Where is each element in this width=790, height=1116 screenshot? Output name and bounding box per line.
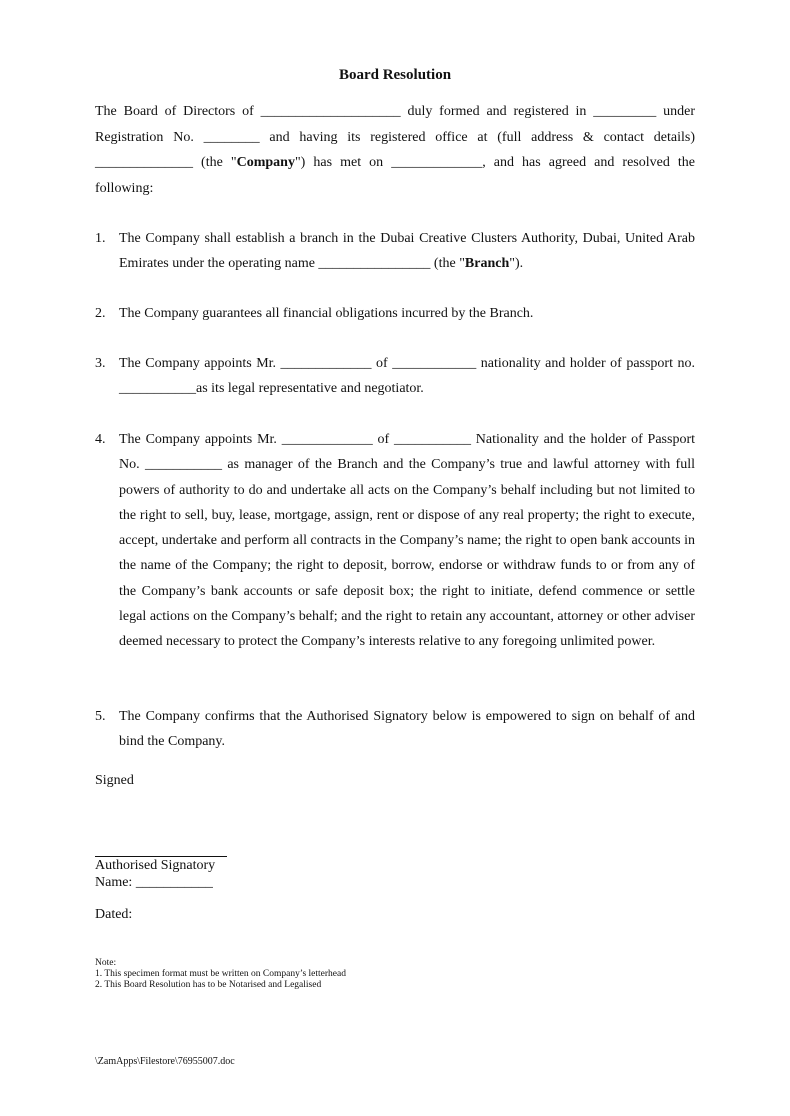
signatory-label: Authorised Signatory [95, 858, 216, 873]
branch-defined-term: Branch [464, 256, 510, 272]
note-line: 2. This Board Resolution has to be Notarised and Legalised [95, 980, 322, 990]
note-heading: Note: [95, 958, 117, 968]
intro-text-start: The Board of Directors of ____________________ duly formed and registered in _________ under Registration No. ________ and having its registered office at (full address & contact details) ______________ (the " [95, 104, 695, 170]
intro-paragraph [95, 99, 695, 201]
resolution-item-3 [95, 351, 695, 402]
resolution-item-2 [95, 301, 695, 326]
item-number: 3. [95, 356, 106, 371]
item-text-end: "). [509, 256, 524, 272]
note-line: 1. This specimen format must be written on Company’s letterhead [95, 969, 346, 979]
document-title: Board Resolution [338, 67, 452, 83]
item-text-start: The Company shall establish a branch in the Dubai Creative Clusters Authority, Dubai, United Arab Emirates under the operating name ________________ (the " [119, 231, 695, 272]
file-path-footer: \ZamApps\Filestore\76955007.doc [95, 1056, 235, 1067]
item-number: 2. [95, 306, 106, 321]
item-text: The Company appoints Mr. _____________ of ____________ nationality and holder of passport no. ___________as its legal representative and negotiator. [119, 356, 695, 397]
company-defined-term: Company [236, 155, 295, 170]
note-block [95, 958, 346, 991]
resolution-item-1 [95, 226, 695, 277]
item-text: The Company confirms that the Authorised Signatory below is empowered to sign on behalf of and bind the Company. [119, 709, 695, 750]
item-number: 1. [95, 231, 106, 246]
dated-label: Dated: [95, 907, 133, 922]
item-text: The Company guarantees all financial obligations incurred by the Branch. [119, 306, 534, 321]
signatory-block [95, 857, 215, 891]
item-text: The Company appoints Mr. _____________ of ___________ Nationality and the holder of Passport No. ___________ as manager of the Branch and the Company’s true and lawful attorney with full powers of authority to do and undertake all acts on the Company’s behalf including but not limited to the right to sell, buy, lease, mortgage, assign, rent or dispose of any real property; the right to execute, accept, undertake and perform all contracts in the Company’s name; the right to open bank accounts in the name of the Company; the right to deposit, borrow, endorse or withdraw funds to or from any of the Company’s bank accounts or safe deposit box; the right to initiate, defend commence or settle legal actions on the Company’s behalf; and the right to retain any accountant, attorney or other adviser deemed necessary to protect the Company’s interests relative to any foregoing unlimited power. [119, 432, 695, 650]
resolution-item-5 [95, 704, 695, 755]
resolution-item-4 [95, 427, 695, 655]
intro-text-end: ") has met on _____________, and has agreed and resolved the following: [95, 155, 695, 196]
signatory-name: Name: ___________ [95, 875, 213, 890]
item-number: 5. [95, 709, 106, 724]
signed-label: Signed [95, 773, 134, 788]
item-text [119, 226, 695, 277]
item-number: 4. [95, 432, 106, 447]
